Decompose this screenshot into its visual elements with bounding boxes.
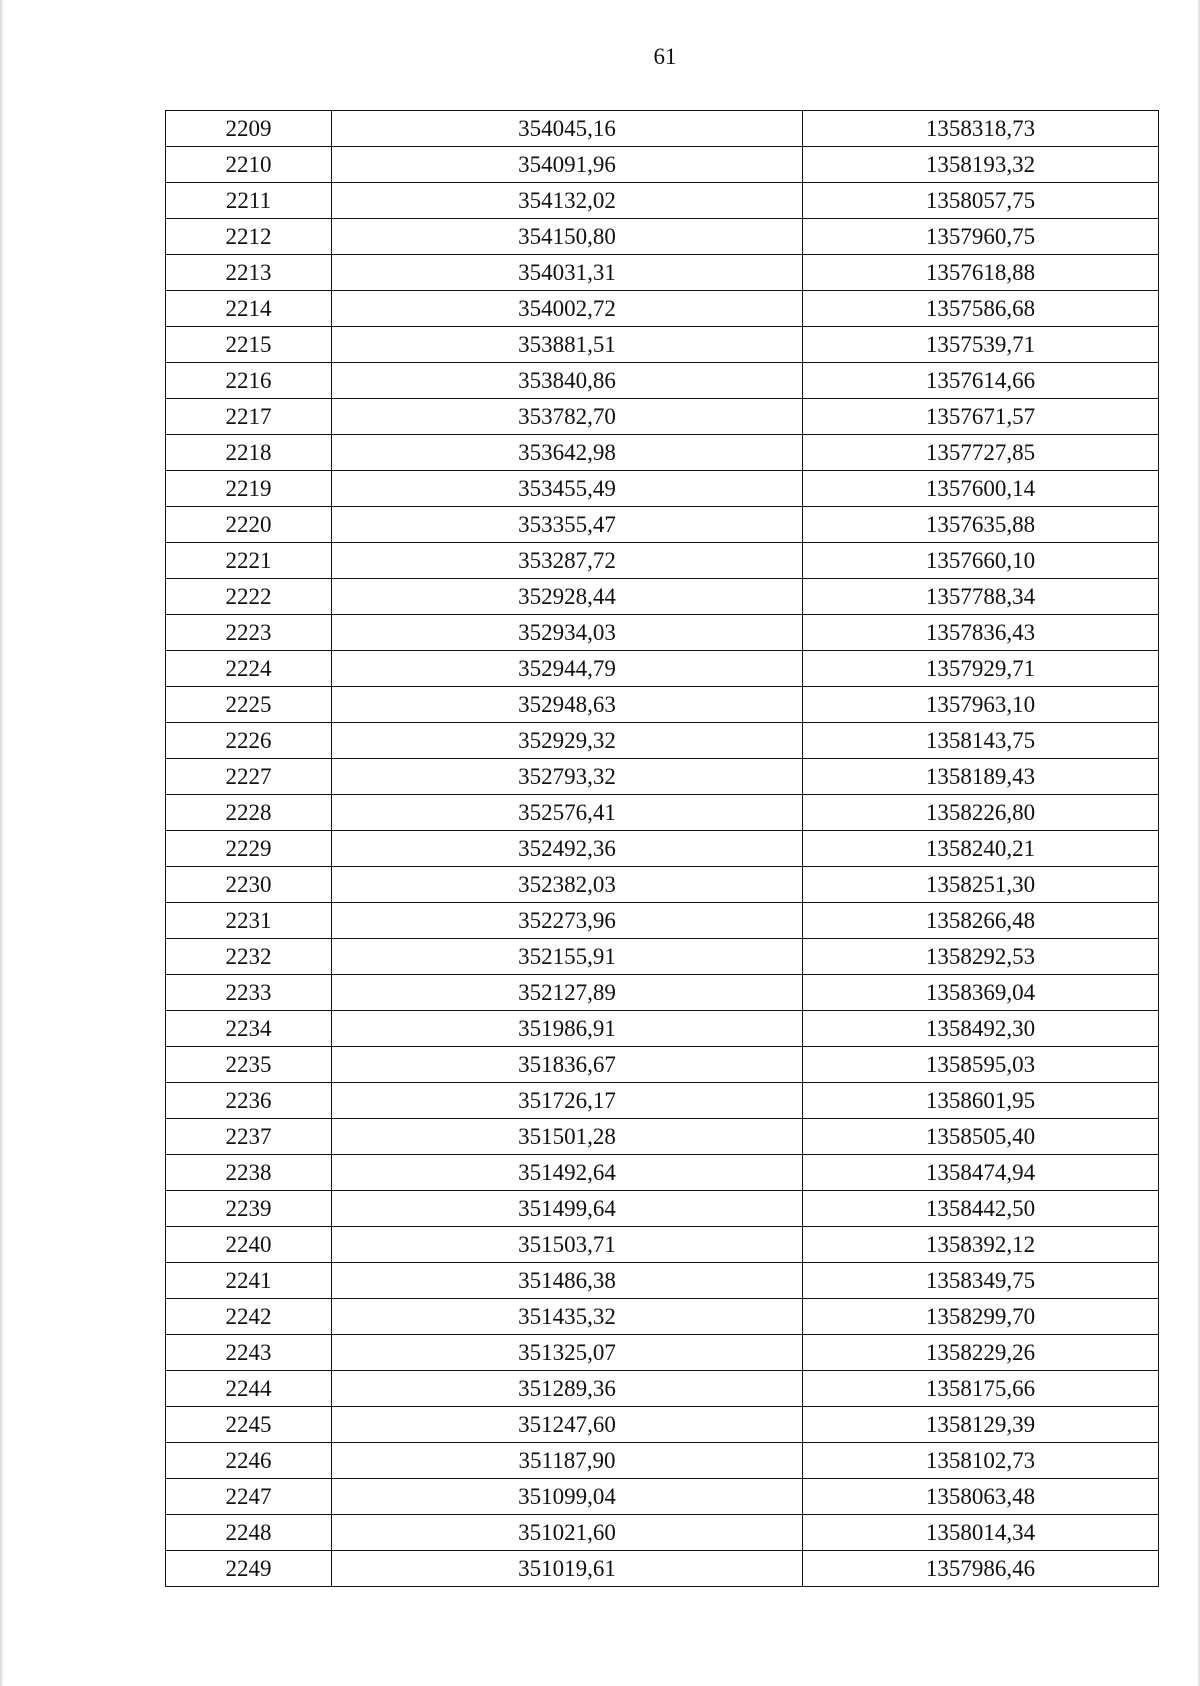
point-number-cell: 2237 xyxy=(166,1119,332,1155)
y-coordinate-cell: 1357960,75 xyxy=(803,219,1159,255)
point-number-cell: 2244 xyxy=(166,1371,332,1407)
page-number: 61 xyxy=(653,44,677,69)
x-coordinate-cell: 354132,02 xyxy=(332,183,803,219)
y-coordinate-cell: 1358102,73 xyxy=(803,1443,1159,1479)
table-row xyxy=(166,507,1159,543)
y-coordinate-cell: 1358601,95 xyxy=(803,1083,1159,1119)
x-coordinate-cell: 353881,51 xyxy=(332,327,803,363)
table-row xyxy=(166,111,1159,147)
y-coordinate-cell: 1357614,66 xyxy=(803,363,1159,399)
table-row xyxy=(166,147,1159,183)
table-row xyxy=(166,1551,1159,1587)
x-coordinate-cell: 353642,98 xyxy=(332,435,803,471)
x-coordinate-cell: 351019,61 xyxy=(332,1551,803,1587)
y-coordinate-cell: 1358063,48 xyxy=(803,1479,1159,1515)
table-row xyxy=(166,1407,1159,1443)
point-number-cell: 2229 xyxy=(166,831,332,867)
y-coordinate-cell: 1358266,48 xyxy=(803,903,1159,939)
table-row xyxy=(166,1227,1159,1263)
point-number-cell: 2224 xyxy=(166,651,332,687)
point-number-cell: 2219 xyxy=(166,471,332,507)
table-row xyxy=(166,1155,1159,1191)
table-row xyxy=(166,1335,1159,1371)
y-coordinate-cell: 1357600,14 xyxy=(803,471,1159,507)
point-number-cell: 2209 xyxy=(166,111,332,147)
x-coordinate-cell: 353355,47 xyxy=(332,507,803,543)
point-number-cell: 2228 xyxy=(166,795,332,831)
table-row xyxy=(166,219,1159,255)
y-coordinate-cell: 1358505,40 xyxy=(803,1119,1159,1155)
x-coordinate-cell: 351099,04 xyxy=(332,1479,803,1515)
point-number-cell: 2241 xyxy=(166,1263,332,1299)
table-row xyxy=(166,831,1159,867)
table-row xyxy=(166,615,1159,651)
table-row xyxy=(166,471,1159,507)
point-number-cell: 2236 xyxy=(166,1083,332,1119)
y-coordinate-cell: 1358175,66 xyxy=(803,1371,1159,1407)
x-coordinate-cell: 354091,96 xyxy=(332,147,803,183)
y-coordinate-cell: 1358292,53 xyxy=(803,939,1159,975)
y-coordinate-cell: 1358229,26 xyxy=(803,1335,1159,1371)
table-row xyxy=(166,579,1159,615)
y-coordinate-cell: 1358318,73 xyxy=(803,111,1159,147)
table-row xyxy=(166,687,1159,723)
y-coordinate-cell: 1358129,39 xyxy=(803,1407,1159,1443)
x-coordinate-cell: 352127,89 xyxy=(332,975,803,1011)
x-coordinate-cell: 353782,70 xyxy=(332,399,803,435)
x-coordinate-cell: 354002,72 xyxy=(332,291,803,327)
point-number-cell: 2217 xyxy=(166,399,332,435)
table-row xyxy=(166,399,1159,435)
table-row xyxy=(166,1263,1159,1299)
table-row xyxy=(166,1443,1159,1479)
scan-edge-left xyxy=(0,0,4,1686)
y-coordinate-cell: 1357963,10 xyxy=(803,687,1159,723)
x-coordinate-cell: 352929,32 xyxy=(332,723,803,759)
y-coordinate-cell: 1357929,71 xyxy=(803,651,1159,687)
point-number-cell: 2218 xyxy=(166,435,332,471)
point-number-cell: 2210 xyxy=(166,147,332,183)
x-coordinate-cell: 351503,71 xyxy=(332,1227,803,1263)
coordinates-table-body xyxy=(166,111,1159,1587)
x-coordinate-cell: 352273,96 xyxy=(332,903,803,939)
x-coordinate-cell: 351492,64 xyxy=(332,1155,803,1191)
y-coordinate-cell: 1357986,46 xyxy=(803,1551,1159,1587)
point-number-cell: 2233 xyxy=(166,975,332,1011)
x-coordinate-cell: 352944,79 xyxy=(332,651,803,687)
table-row xyxy=(166,363,1159,399)
point-number-cell: 2238 xyxy=(166,1155,332,1191)
x-coordinate-cell: 354031,31 xyxy=(332,255,803,291)
x-coordinate-cell: 351499,64 xyxy=(332,1191,803,1227)
point-number-cell: 2222 xyxy=(166,579,332,615)
point-number-cell: 2216 xyxy=(166,363,332,399)
x-coordinate-cell: 354045,16 xyxy=(332,111,803,147)
x-coordinate-cell: 351501,28 xyxy=(332,1119,803,1155)
y-coordinate-cell: 1358057,75 xyxy=(803,183,1159,219)
y-coordinate-cell: 1357836,43 xyxy=(803,615,1159,651)
table-row xyxy=(166,1119,1159,1155)
y-coordinate-cell: 1357539,71 xyxy=(803,327,1159,363)
y-coordinate-cell: 1358226,80 xyxy=(803,795,1159,831)
table-row xyxy=(166,1011,1159,1047)
y-coordinate-cell: 1357635,88 xyxy=(803,507,1159,543)
table-row xyxy=(166,1299,1159,1335)
y-coordinate-cell: 1357586,68 xyxy=(803,291,1159,327)
point-number-cell: 2243 xyxy=(166,1335,332,1371)
point-number-cell: 2232 xyxy=(166,939,332,975)
point-number-cell: 2235 xyxy=(166,1047,332,1083)
table-row xyxy=(166,867,1159,903)
y-coordinate-cell: 1358014,34 xyxy=(803,1515,1159,1551)
point-number-cell: 2245 xyxy=(166,1407,332,1443)
point-number-cell: 2221 xyxy=(166,543,332,579)
x-coordinate-cell: 352382,03 xyxy=(332,867,803,903)
point-number-cell: 2230 xyxy=(166,867,332,903)
table-row xyxy=(166,1479,1159,1515)
coordinates-table xyxy=(165,110,1159,1587)
y-coordinate-cell: 1358349,75 xyxy=(803,1263,1159,1299)
x-coordinate-cell: 352948,63 xyxy=(332,687,803,723)
table-row xyxy=(166,723,1159,759)
table-row xyxy=(166,1371,1159,1407)
table-row xyxy=(166,1515,1159,1551)
table-row xyxy=(166,975,1159,1011)
table-row xyxy=(166,795,1159,831)
x-coordinate-cell: 353287,72 xyxy=(332,543,803,579)
point-number-cell: 2246 xyxy=(166,1443,332,1479)
point-number-cell: 2248 xyxy=(166,1515,332,1551)
table-row xyxy=(166,651,1159,687)
point-number-cell: 2249 xyxy=(166,1551,332,1587)
y-coordinate-cell: 1358189,43 xyxy=(803,759,1159,795)
point-number-cell: 2231 xyxy=(166,903,332,939)
y-coordinate-cell: 1358474,94 xyxy=(803,1155,1159,1191)
x-coordinate-cell: 353455,49 xyxy=(332,471,803,507)
table-row xyxy=(166,759,1159,795)
table-row xyxy=(166,255,1159,291)
point-number-cell: 2242 xyxy=(166,1299,332,1335)
table-row xyxy=(166,903,1159,939)
table-row xyxy=(166,1191,1159,1227)
point-number-cell: 2240 xyxy=(166,1227,332,1263)
y-coordinate-cell: 1358251,30 xyxy=(803,867,1159,903)
point-number-cell: 2247 xyxy=(166,1479,332,1515)
y-coordinate-cell: 1358299,70 xyxy=(803,1299,1159,1335)
y-coordinate-cell: 1358193,32 xyxy=(803,147,1159,183)
table-row xyxy=(166,327,1159,363)
y-coordinate-cell: 1358143,75 xyxy=(803,723,1159,759)
point-number-cell: 2234 xyxy=(166,1011,332,1047)
x-coordinate-cell: 351325,07 xyxy=(332,1335,803,1371)
table-row xyxy=(166,939,1159,975)
x-coordinate-cell: 352934,03 xyxy=(332,615,803,651)
point-number-cell: 2223 xyxy=(166,615,332,651)
x-coordinate-cell: 351247,60 xyxy=(332,1407,803,1443)
x-coordinate-cell: 351021,60 xyxy=(332,1515,803,1551)
point-number-cell: 2214 xyxy=(166,291,332,327)
x-coordinate-cell: 353840,86 xyxy=(332,363,803,399)
table-row xyxy=(166,543,1159,579)
y-coordinate-cell: 1358392,12 xyxy=(803,1227,1159,1263)
table-row xyxy=(166,183,1159,219)
x-coordinate-cell: 351187,90 xyxy=(332,1443,803,1479)
point-number-cell: 2226 xyxy=(166,723,332,759)
x-coordinate-cell: 352928,44 xyxy=(332,579,803,615)
point-number-cell: 2225 xyxy=(166,687,332,723)
y-coordinate-cell: 1358442,50 xyxy=(803,1191,1159,1227)
y-coordinate-cell: 1358595,03 xyxy=(803,1047,1159,1083)
point-number-cell: 2220 xyxy=(166,507,332,543)
y-coordinate-cell: 1358369,04 xyxy=(803,975,1159,1011)
point-number-cell: 2239 xyxy=(166,1191,332,1227)
x-coordinate-cell: 354150,80 xyxy=(332,219,803,255)
x-coordinate-cell: 351726,17 xyxy=(332,1083,803,1119)
table-row xyxy=(166,291,1159,327)
y-coordinate-cell: 1358492,30 xyxy=(803,1011,1159,1047)
x-coordinate-cell: 351836,67 xyxy=(332,1047,803,1083)
y-coordinate-cell: 1357660,10 xyxy=(803,543,1159,579)
point-number-cell: 2215 xyxy=(166,327,332,363)
table-row xyxy=(166,435,1159,471)
x-coordinate-cell: 352793,32 xyxy=(332,759,803,795)
x-coordinate-cell: 351486,38 xyxy=(332,1263,803,1299)
table-row xyxy=(166,1047,1159,1083)
x-coordinate-cell: 352576,41 xyxy=(332,795,803,831)
x-coordinate-cell: 351435,32 xyxy=(332,1299,803,1335)
y-coordinate-cell: 1358240,21 xyxy=(803,831,1159,867)
point-number-cell: 2212 xyxy=(166,219,332,255)
point-number-cell: 2227 xyxy=(166,759,332,795)
point-number-cell: 2213 xyxy=(166,255,332,291)
x-coordinate-cell: 351986,91 xyxy=(332,1011,803,1047)
table-row xyxy=(166,1083,1159,1119)
y-coordinate-cell: 1357618,88 xyxy=(803,255,1159,291)
x-coordinate-cell: 352155,91 xyxy=(332,939,803,975)
x-coordinate-cell: 352492,36 xyxy=(332,831,803,867)
y-coordinate-cell: 1357788,34 xyxy=(803,579,1159,615)
y-coordinate-cell: 1357671,57 xyxy=(803,399,1159,435)
y-coordinate-cell: 1357727,85 xyxy=(803,435,1159,471)
point-number-cell: 2211 xyxy=(166,183,332,219)
x-coordinate-cell: 351289,36 xyxy=(332,1371,803,1407)
